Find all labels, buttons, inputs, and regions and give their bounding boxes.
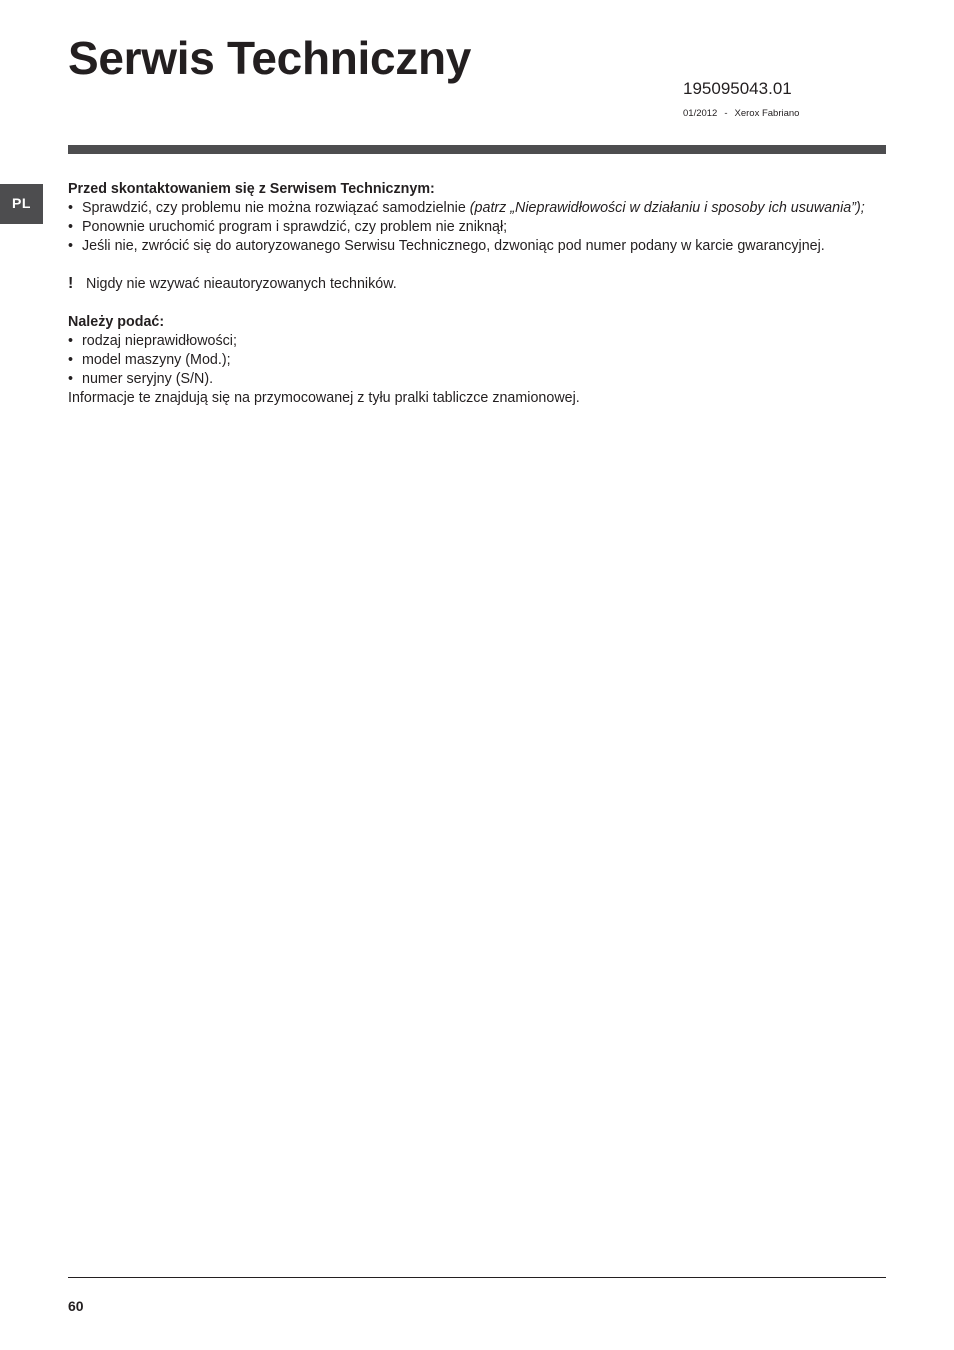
list-item: • Jeśli nie, zwrócić się do autoryzowanego Serwisu Technicznego, dzwoniąc pod numer podany w karcie gwarancyjnej. [68, 237, 886, 256]
footer-divider [68, 1277, 886, 1278]
list-item: • numer seryjny (S/N). [68, 370, 886, 389]
provide-list [68, 332, 886, 389]
document-code: 195095043.01 [683, 79, 792, 98]
warning-icon: ! [68, 275, 74, 292]
header-divider [68, 145, 886, 154]
document-meta [683, 108, 799, 120]
meta-separator: - [724, 108, 728, 119]
list-item: • model maszyny (Mod.); [68, 351, 886, 370]
list-item [68, 199, 886, 218]
warning-text: Nigdy nie wzywać nieautoryzowanych techników. [86, 276, 397, 292]
list-item: • rodzaj nieprawidłowości; [68, 332, 886, 351]
list-item-text: Sprawdzić, czy problemu nie można rozwiązać samodzielnie [82, 200, 470, 216]
list-item-reference: (patrz „Nieprawidłowości w działaniu i sposoby ich usuwania”); [469, 200, 865, 216]
provide-heading: Należy podać: [68, 314, 165, 330]
print-date: 01/2012 [683, 108, 718, 119]
page-number: 60 [68, 1298, 84, 1314]
provide-section [68, 313, 886, 408]
rating-plate-note: Informacje te znajdują się na przymocowanej z tyłu pralki tabliczce znamionowej. [68, 390, 580, 406]
main-content [68, 180, 886, 408]
before-contact-list [68, 199, 886, 256]
printer-name: Xerox Fabriano [734, 108, 800, 119]
list-item: • Ponownie uruchomić program i sprawdzić, czy problem nie zniknął; [68, 218, 886, 237]
language-tab: PL [0, 184, 43, 224]
warning-note [68, 275, 886, 294]
page-title: Serwis Techniczny [68, 32, 472, 84]
before-contact-heading: Przed skontaktowaniem się z Serwisem Technicznym: [68, 181, 435, 197]
